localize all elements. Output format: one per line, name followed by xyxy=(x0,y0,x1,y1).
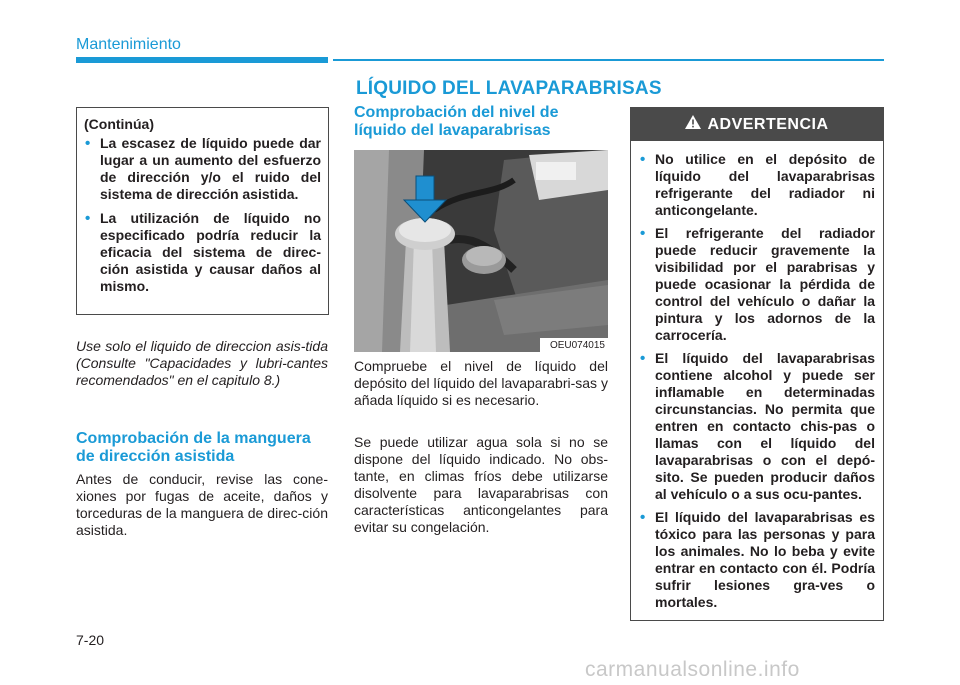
page-title: LÍQUIDO DEL LAVAPARABRISAS xyxy=(356,78,662,99)
fluid-note: Use solo el liquido de direccion asis-tida (Consulte "Capacidades y lubri-cantes recomendados" en el capitulo 8.) xyxy=(76,338,328,388)
list-item: • El refrigerante del radiador puede reducir gravemente la visibilidad por el parabrisas y puede ocasionar la pérdida de control del vehículo o dañar la pintura y los adornos de la carrocería. xyxy=(640,225,875,343)
section-label: Mantenimiento xyxy=(76,36,181,53)
list-item: • El líquido del lavaparabrisas es tóxico para las personas y para los animales. No lo beba y evite entrar en contacto con él. Podría sufrir lesiones gra-ves o mortales. xyxy=(640,509,875,610)
header-rule-line xyxy=(333,59,884,61)
warning-header xyxy=(631,108,883,141)
bullet-icon: • xyxy=(640,225,646,242)
bullet-icon: • xyxy=(85,135,91,152)
warning-icon xyxy=(685,115,701,134)
level-paragraph-2: Se puede utilizar agua sola si no se dispone del líquido indicado. No obs-tante, en climas fríos debe utilizarse disolvente para lavaparabrisas con características anticongelantes para evitar su congelación. xyxy=(354,434,608,535)
bullet-icon: • xyxy=(640,350,646,367)
warning-body xyxy=(631,141,883,611)
list-item: • El líquido del lavaparabrisas contiene alcohol y puede ser inflamable en determinadas circunstancias. No permita que entren en contacto chis-pas o llamas con el líquido del lavaparabrisas o con el depó-sito. Se pueden producir daños al vehículo o a sus ocu-pantes. xyxy=(640,350,875,502)
warning-list xyxy=(639,151,875,611)
list-item: • No utilice en el depósito de líquido del lavaparabrisas refrigerante del radiador ni anticongelante. xyxy=(640,151,875,218)
list-item: • La escasez de líquido puede dar lugar a un aumento del esfuerzo de dirección y/o el ruido del sistema de dirección asistida. xyxy=(85,135,321,202)
continued-list xyxy=(84,135,321,295)
watermark: carmanualsonline.info xyxy=(585,658,800,681)
hose-section-title: Comprobación de la manguera de dirección asistida xyxy=(76,430,311,465)
image-code: OEU074015 xyxy=(549,340,605,351)
continued-box xyxy=(76,107,329,315)
page-number: 7-20 xyxy=(76,632,105,648)
warning-box xyxy=(630,107,884,621)
warning-title: ADVERTENCIA xyxy=(707,115,829,133)
bullet-icon: • xyxy=(640,509,646,526)
list-item: • La utilización de líquido no especificado podría reducir la eficacia del sistema de direc-ción asistida y causar daños al mismo. xyxy=(85,210,321,294)
engine-bay-illustration xyxy=(354,150,608,352)
bullet-icon: • xyxy=(640,151,646,168)
bullet-icon: • xyxy=(85,210,91,227)
reservoir-photo xyxy=(354,150,608,352)
continued-heading: (Continúa) xyxy=(84,116,154,132)
level-paragraph-1: Compruebe el nivel de líquido del depósito del líquido del lavaparabri-sas y añada líquido si es necesario. xyxy=(354,358,608,408)
level-section-title: Comprobación del nivel de líquido del lavaparabrisas xyxy=(354,104,559,139)
header-rule-bar xyxy=(76,57,328,63)
hose-section-body: Antes de conducir, revise las cone-xiones por fugas de aceite, daños y torceduras de la manguera de direc-ción asistida. xyxy=(76,471,328,538)
